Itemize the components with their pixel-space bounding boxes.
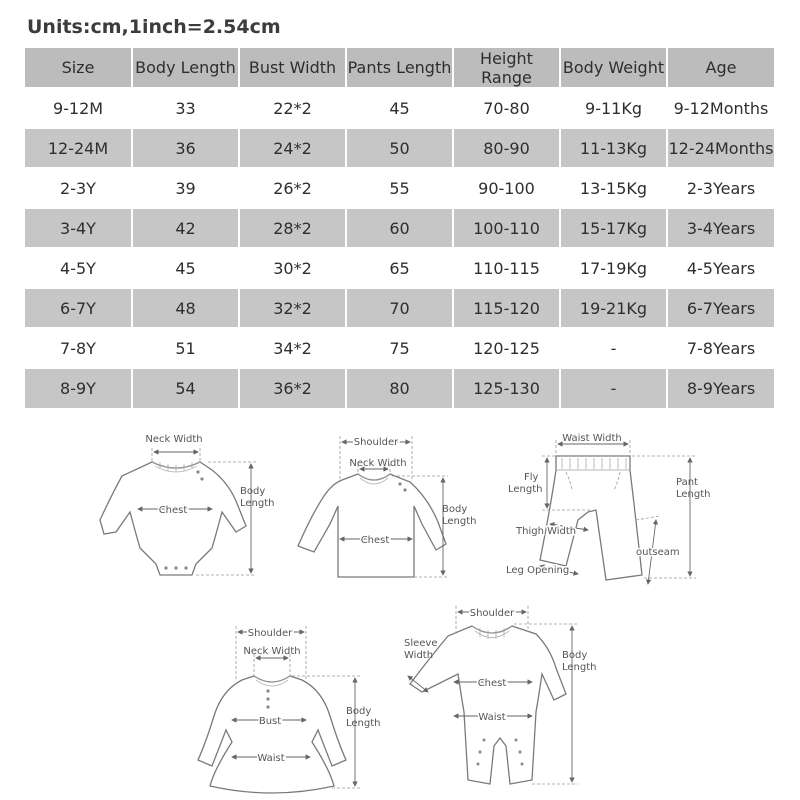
cell-pants-length: 65 [346,248,453,288]
cell-size: 4-5Y [25,248,132,288]
cell-body-weight: 13-15Kg [560,168,667,208]
cell-age: 6-7Years [667,288,774,328]
cell-size: 7-8Y [25,328,132,368]
romper-shoulder-label: Shoulder [469,608,515,619]
pants-outseam-label: outseam [636,547,680,558]
cell-height-range: 90-100 [453,168,560,208]
romper-diagram [404,606,597,784]
cell-age: 9-12Months [667,88,774,128]
bodysuit-chest-label: Chest [158,505,188,516]
cell-age: 12-24Months [667,128,774,168]
top-neck-width-label: Neck Width [349,458,407,469]
cell-pants-length: 70 [346,288,453,328]
cell-body-weight: - [560,368,667,408]
cell-age: 8-9Years [667,368,774,408]
cell-size: 6-7Y [25,288,132,328]
cell-body-weight: - [560,328,667,368]
cell-bust-width: 26*2 [239,168,346,208]
cell-body-length: 48 [132,288,239,328]
cell-bust-width: 30*2 [239,248,346,288]
pants-thigh-width-label: Thigh Width [516,526,577,537]
bodysuit-body-length-label-1: Body [240,486,266,497]
cell-age: 4-5Years [667,248,774,288]
cell-body-weight: 9-11Kg [560,88,667,128]
cell-body-length: 51 [132,328,239,368]
pants-leg-opening-label: Leg Opening [506,565,570,576]
dress-diagram [198,626,381,793]
romper-waist-label: Waist [478,712,506,723]
dress-body-length-label-2: Length [346,718,381,729]
cell-bust-width: 34*2 [239,328,346,368]
romper-sleeve-width-label-2: Width [404,650,434,661]
header-body-weight: Body Weight [560,48,667,88]
header-bust-width: Bust Width [239,48,346,88]
cell-body-length: 42 [132,208,239,248]
pants-fly-length-label-2: Length [508,484,543,495]
romper-sleeve-width-label-1: Sleeve [404,638,438,649]
cell-size: 8-9Y [25,368,132,408]
bodysuit-body-length-label-2: Length [240,498,275,509]
cell-height-range: 110-115 [453,248,560,288]
top-chest-label: Chest [360,535,390,546]
dress-waist-label: Waist [257,753,285,764]
cell-age: 3-4Years [667,208,774,248]
cell-pants-length: 60 [346,208,453,248]
cell-height-range: 115-120 [453,288,560,328]
top-shoulder-label: Shoulder [353,437,399,448]
header-height-range: Height Range [453,48,560,88]
header-body-length: Body Length [132,48,239,88]
cell-bust-width: 22*2 [239,88,346,128]
header-age: Age [667,48,774,88]
cell-size: 3-4Y [25,208,132,248]
cell-height-range: 70-80 [453,88,560,128]
header-size: Size [25,48,132,88]
dress-outline [198,676,346,793]
pants-pant-length-label-2: Length [676,489,711,500]
cell-body-weight: 17-19Kg [560,248,667,288]
cell-pants-length: 50 [346,128,453,168]
cell-body-weight: 19-21Kg [560,288,667,328]
cell-pants-length: 80 [346,368,453,408]
cell-size: 12-24M [25,128,132,168]
dress-shoulder-label: Shoulder [247,628,293,639]
romper-body-length-label-1: Body [562,650,588,661]
cell-bust-width: 36*2 [239,368,346,408]
bodysuit-diagram [100,434,275,575]
cell-pants-length: 55 [346,168,453,208]
cell-height-range: 120-125 [453,328,560,368]
pants-fly-length-label-1: Fly [524,472,539,483]
dress-neck-width-label: Neck Width [243,646,301,657]
cell-body-weight: 15-17Kg [560,208,667,248]
cell-bust-width: 28*2 [239,208,346,248]
cell-age: 2-3Years [667,168,774,208]
bodysuit-outline [100,462,246,575]
cell-pants-length: 45 [346,88,453,128]
cell-body-weight: 11-13Kg [560,128,667,168]
romper-body-length-label-2: Length [562,662,597,673]
pants-outline [540,456,642,580]
pants-diagram [506,433,711,584]
bodysuit-neck-width-label: Neck Width [145,434,203,445]
header-pants-length: Pants Length [346,48,453,88]
cell-height-range: 125-130 [453,368,560,408]
romper-chest-label: Chest [477,678,507,689]
pants-waist-width-label: Waist Width [562,433,622,444]
cell-bust-width: 32*2 [239,288,346,328]
cell-size: 9-12M [25,88,132,128]
cell-height-range: 80-90 [453,128,560,168]
dress-body-length-label-1: Body [346,706,372,717]
top-body-length-label-1: Body [442,504,468,515]
cell-body-length: 45 [132,248,239,288]
cell-age: 7-8Years [667,328,774,368]
cell-height-range: 100-110 [453,208,560,248]
top-outline [298,474,446,577]
top-diagram [298,436,477,577]
cell-body-length: 54 [132,368,239,408]
cell-size: 2-3Y [25,168,132,208]
cell-body-length: 39 [132,168,239,208]
cell-body-length: 36 [132,128,239,168]
pants-pant-length-label-1: Pant [676,477,698,488]
units-note: Units:cm,1inch=2.54cm [27,16,281,38]
romper-outline [410,626,566,784]
cell-bust-width: 24*2 [239,128,346,168]
cell-body-length: 33 [132,88,239,128]
dress-bust-label: Bust [258,716,282,727]
top-body-length-label-2: Length [442,516,477,527]
cell-pants-length: 75 [346,328,453,368]
